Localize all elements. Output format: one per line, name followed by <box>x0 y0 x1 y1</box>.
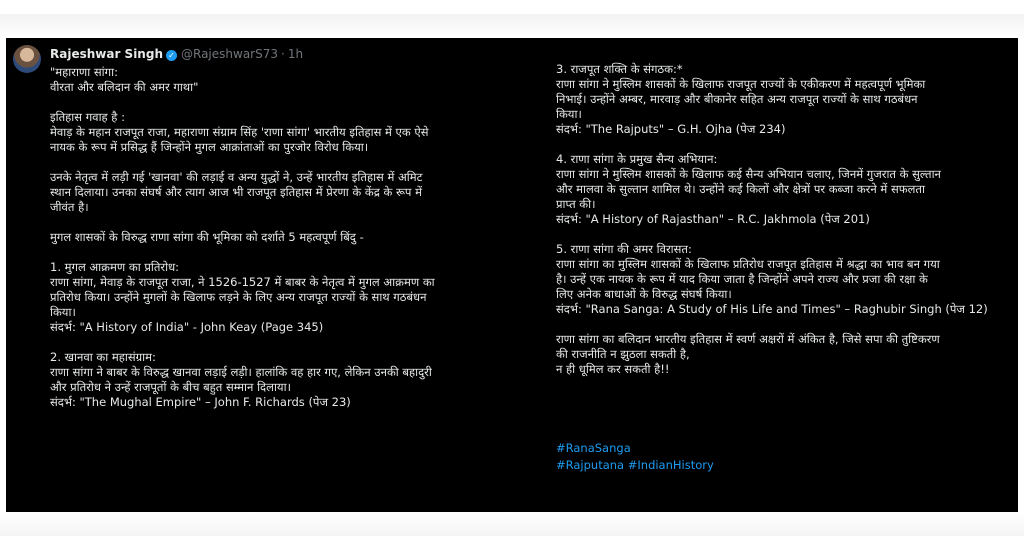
tweet-body-part-1: "महाराणा सांगा: वीरता और बलिदान की अमर गाथा" इतिहास गवाह है : मेवाड़ के महान राजपूत राजा, महाराणा संग्राम सिंह 'राणा सांगा' भारतीय इतिहास में एक ऐसे नायक के रूप में प्रसिद्ध हैं जिन्होंने मुगल आक्रांताओं का पुरजोर विरोध किया। उनके नेतृत्व में लड़ी गई 'खानवा' की लड़ाई व अन्य युद्धों ने, उन्हें भारतीय इतिहास में अमिट स्थान दिलाया। उनका संघर्ष और त्याग आज भी राजपूत इतिहास में प्रेरणा के केंद्र के रूप में जीवंत है। मुगल शासकों के विरुद्ध राणा सांगा की भूमिका को दर्शाते 5 महत्वपूर्ण बिंदु - 1. मुगल आक्रमण का प्रतिरोध: राणा सांगा, मेवाड़ के राजपूत राजा, ने 1526-1527 में बाबर के नेतृत्व में मुगल आक्रमण का प्रतिरोध किया। उन्होंने मुगलों के खिलाफ लड़ने के लिए अन्य राजपूत राज्यों के साथ गठबंधन किया। संदर्भ: "A History of India" - John Keay (Page 345) 2. खानवा का महासंग्राम: राणा सांगा ने बाबर के विरुद्ध खानवा लड़ाई लड़ी। हालांकि वह हार गए, लेकिन उनकी बहादुरी और प्रतिरोध ने उन्हें राजपूतों के बीच बहुत सम्मान दिलाया। संदर्भ: "The Mughal Empire" – John F. Richards (पेज 23) <box>50 65 435 409</box>
author-handle[interactable]: @RajeshwarS73 <box>181 47 278 61</box>
author-name[interactable]: Rajeshwar Singh <box>50 47 163 61</box>
post-time[interactable]: 1h <box>287 47 304 61</box>
separator-dot: · <box>281 47 285 61</box>
tweet-panel-right <box>512 38 1018 512</box>
tweet-header <box>50 47 303 61</box>
top-border <box>0 14 1024 38</box>
profile-avatar[interactable] <box>13 45 41 73</box>
hashtag-link[interactable]: #Rajputana #IndianHistory <box>556 458 714 472</box>
tweet-body-part-2: 3. राजपूत शक्ति के संगठक:* राणा सांगा ने मुस्लिम शासकों के खिलाफ राजपूत राज्यों के एकीकरण में महत्वपूर्ण भूमिका निभाई। उन्होंने अम्बर, मारवाड़ और बीकानेर सहित अन्य राजपूत राज्यों के साथ गठबंधन किया। संदर्भ: "The Rajputs" – G.H. Ojha (पेज 234) 4. राणा सांगा के प्रमुख सैन्य अभियान: राणा सांगा ने मुस्लिम शासकों के खिलाफ कई सैन्य अभियान चलाए, जिनमें गुजरात के सुल्तान और मालवा के सुल्तान शामिल थे। उन्होंने कई किलों और क्षेत्रों पर कब्जा करने में सफलता प्राप्त की। संदर्भ: "A History of Rajasthan" – R.C. Jakhmola (पेज 201) 5. राणा सांगा की अमर विरासत: राणा सांगा का मुस्लिम शासकों के खिलाफ प्रतिरोध राजपूत इतिहास में श्रद्धा का भाव बन गया है। उन्हें एक नायक के रूप में याद किया जाता है जिन्होंने अपने राज्य और प्रजा की रक्षा के लिए अनेक बाधाओं के विरुद्ध संघर्ष किया। संदर्भ: "Rana Sanga: A Study of His Life and Times" – Raghubir Singh (पेज 12) राणा सांगा का बलिदान भारतीय इतिहास में स्वर्ण अक्षरों में अंकित है, जिसे सपा की तुष्टिकरण की राजनीति न झुठला सकती है, न ही धूमिल कर सकती है!! <box>556 62 988 376</box>
hashtag-list <box>556 440 714 474</box>
bottom-border <box>0 512 1024 536</box>
hashtag-link[interactable]: #RanaSanga <box>556 441 631 455</box>
tweet-panel-left <box>6 38 512 512</box>
verified-badge-icon: ✓ <box>166 50 177 61</box>
